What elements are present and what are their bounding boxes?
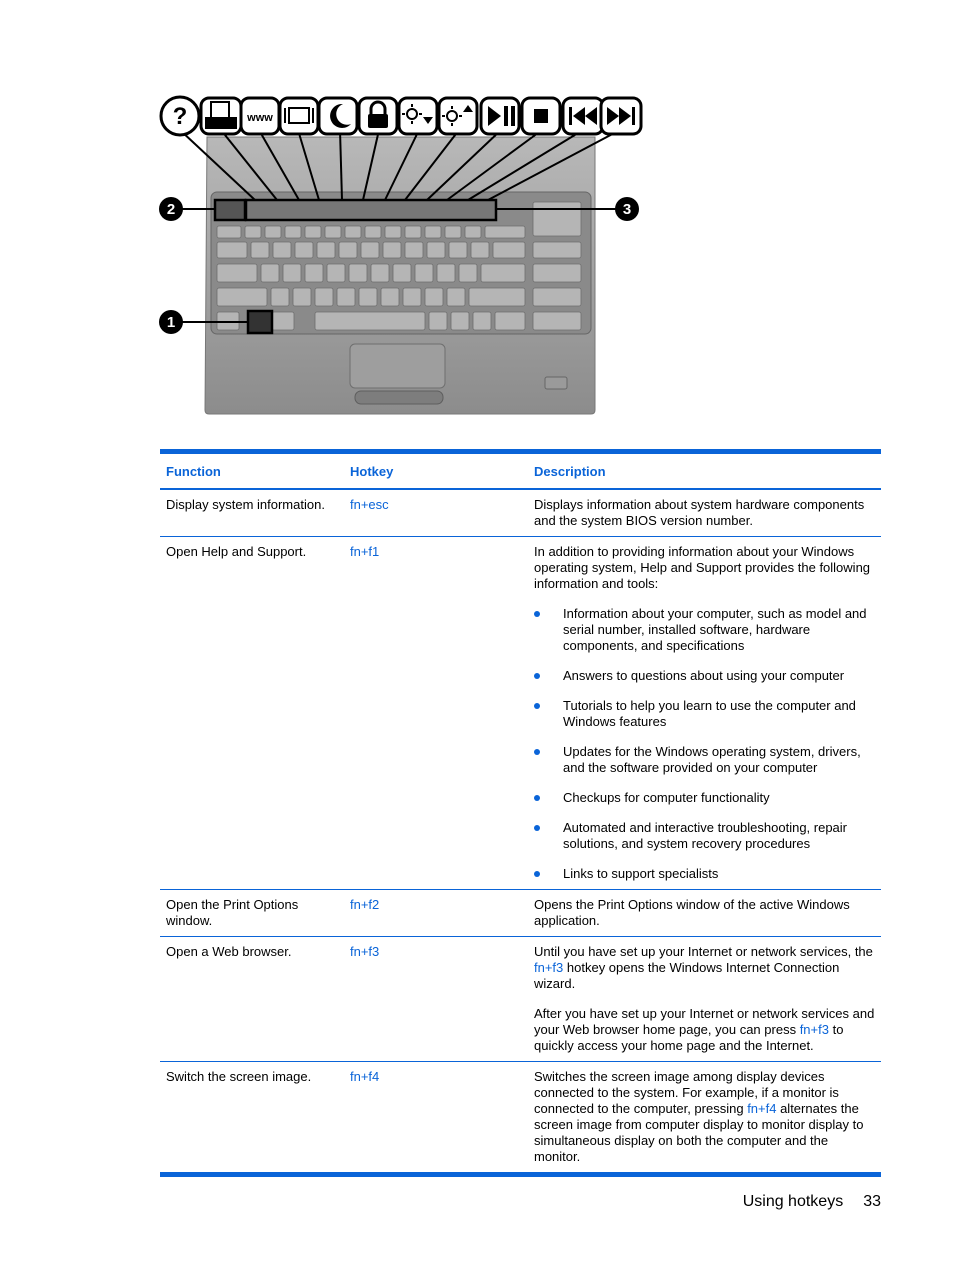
next-track-icon bbox=[601, 98, 641, 134]
question-mark-icon bbox=[161, 97, 199, 135]
section-title: Using hotkeys bbox=[742, 1193, 844, 1210]
fn-key-highlight bbox=[248, 311, 272, 333]
function-cell: Switch the screen image. bbox=[160, 1062, 344, 1175]
description-cell bbox=[528, 937, 881, 1062]
description-cell: Switches the screen image among display devices connected to the system. For example, if a monitor is connected to the computer, pressing fn+f4 alternates the screen image from computer display to monitor display to simultaneous display on both the computer and the monitor. bbox=[528, 1062, 881, 1175]
lock-icon bbox=[359, 98, 397, 134]
list-item: Information about your computer, such as model and serial number, installed software, hardware components, and specifications bbox=[534, 606, 875, 654]
www-icon bbox=[241, 98, 279, 134]
bullet-icon bbox=[534, 703, 540, 709]
bullet-icon bbox=[534, 795, 540, 801]
hotkey-cell: fn+f2 bbox=[344, 890, 528, 937]
function-cell: Open Help and Support. bbox=[160, 537, 344, 890]
function-cell: Display system information. bbox=[160, 489, 344, 537]
esc-key-highlight bbox=[215, 200, 245, 220]
page-number: 33 bbox=[863, 1193, 881, 1210]
bullet-icon bbox=[534, 673, 540, 679]
hotkey-cell: fn+f1 bbox=[344, 537, 528, 890]
print-icon bbox=[201, 98, 241, 134]
callout-2 bbox=[159, 197, 183, 221]
hotkey-cell: fn+esc bbox=[344, 489, 528, 537]
brightness-up-icon bbox=[439, 98, 477, 134]
table-row bbox=[160, 1062, 881, 1175]
function-cell: Open a Web browser. bbox=[160, 937, 344, 1062]
keyboard-illustration bbox=[155, 92, 650, 422]
bullet-icon bbox=[534, 611, 540, 617]
function-keys-highlight bbox=[246, 200, 496, 220]
table-row bbox=[160, 489, 881, 537]
svg-text:2: 2 bbox=[166, 201, 176, 218]
svg-text:3: 3 bbox=[622, 201, 632, 218]
svg-text:www: www bbox=[247, 112, 273, 124]
stop-icon bbox=[522, 98, 560, 134]
bullet-icon bbox=[534, 825, 540, 831]
table-row bbox=[160, 890, 881, 937]
header-hotkey: Hotkey bbox=[344, 452, 528, 490]
list-item: Links to support specialists bbox=[534, 866, 875, 882]
list-item: Updates for the Windows operating system, drivers, and the software provided on your computer bbox=[534, 744, 875, 776]
sleep-moon-icon bbox=[319, 98, 357, 134]
header-function: Function bbox=[160, 452, 344, 490]
hotkey-cell: fn+f4 bbox=[344, 1062, 528, 1175]
table-header-row bbox=[160, 452, 881, 490]
bullet-list bbox=[534, 606, 875, 882]
previous-track-icon bbox=[563, 98, 603, 134]
hotkey-cell: fn+f3 bbox=[344, 937, 528, 1062]
brightness-down-icon bbox=[399, 98, 437, 134]
description-paragraph: After you have set up your Internet or network services and your Web browser home page, you can press fn+f3 to quickly access your home page and the Internet. bbox=[534, 1006, 875, 1053]
inline-hotkey: fn+f3 bbox=[799, 1022, 829, 1037]
table-row bbox=[160, 537, 881, 890]
description-paragraph: Until you have set up your Internet or network services, the fn+f3 hotkey opens the Windows Internet Connection wizard. bbox=[534, 944, 873, 991]
bullet-icon bbox=[534, 871, 540, 877]
svg-text:?: ? bbox=[172, 103, 188, 130]
function-cell: Open the Print Options window. bbox=[160, 890, 344, 937]
callout-1 bbox=[159, 310, 183, 334]
svg-text:1: 1 bbox=[166, 314, 176, 331]
header-description: Description bbox=[528, 452, 881, 490]
bullet-icon bbox=[534, 749, 540, 755]
display-switch-icon bbox=[280, 98, 318, 134]
description-text: In addition to providing information about your Windows operating system, Help and Support provides the following information and tools: bbox=[534, 544, 871, 591]
list-item: Checkups for computer functionality bbox=[534, 790, 875, 806]
page-footer bbox=[743, 1193, 881, 1211]
inline-hotkey: fn+f3 bbox=[534, 960, 564, 975]
list-item: Tutorials to help you learn to use the computer and Windows features bbox=[534, 698, 875, 730]
inline-hotkey: fn+f4 bbox=[747, 1101, 777, 1116]
description-cell bbox=[528, 537, 881, 890]
table-row bbox=[160, 937, 881, 1062]
hotkey-table bbox=[160, 449, 881, 1177]
callout-3 bbox=[615, 197, 639, 221]
play-pause-icon bbox=[481, 98, 519, 134]
list-item: Automated and interactive troubleshooting, repair solutions, and system recovery procedures bbox=[534, 820, 875, 852]
description-cell: Opens the Print Options window of the active Windows application. bbox=[528, 890, 881, 937]
description-cell: Displays information about system hardware components and the system BIOS version number. bbox=[528, 489, 881, 537]
list-item: Answers to questions about using your computer bbox=[534, 668, 875, 684]
